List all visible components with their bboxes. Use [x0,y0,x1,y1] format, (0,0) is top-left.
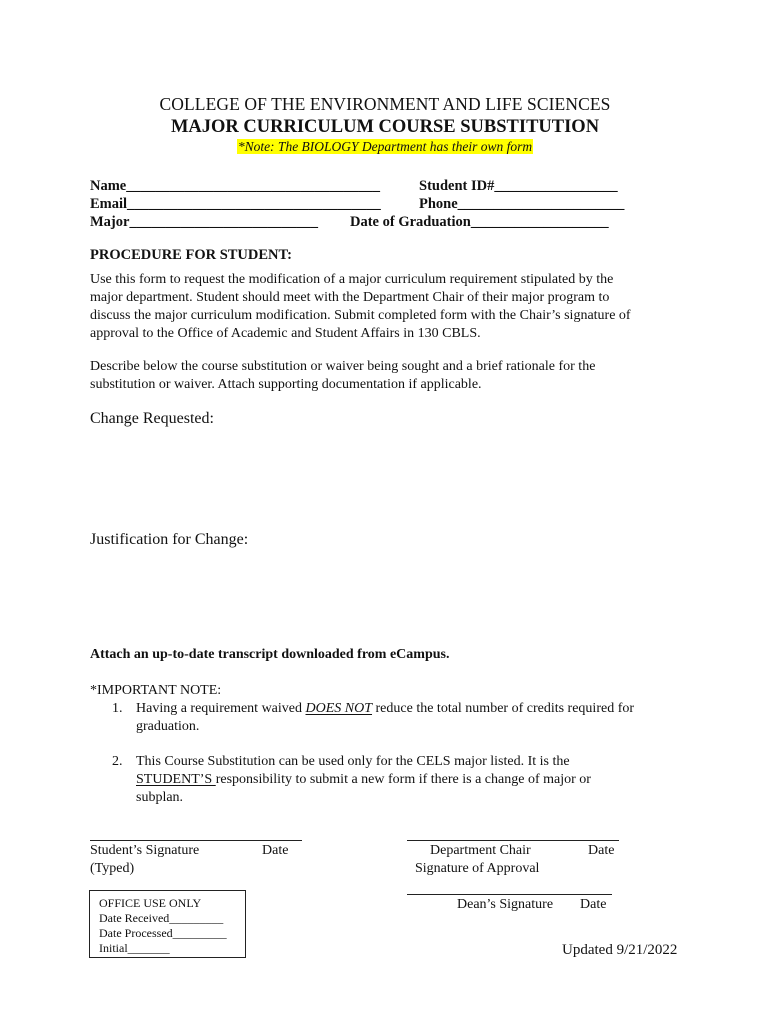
major-field[interactable]: Major__________________________ [90,214,318,230]
typed-label: (Typed) [90,861,135,876]
procedure-line: discuss the major curriculum modification. Submit completed form with the Chair’s signature of [90,308,631,323]
dean-signature-line[interactable] [407,894,612,895]
does-not-emphasis: DOES NOT [305,701,373,716]
student-signature-line[interactable] [90,840,302,841]
item-text: responsibility to submit a new form if there is a change of major or [215,772,591,787]
important-item-1 [112,700,712,740]
chair-label: Department Chair [430,843,531,858]
student-date-label: Date [262,843,289,858]
chair-date-label: Date [588,843,615,858]
phone-field[interactable]: Phone_______________________ [419,196,625,212]
biology-note [0,139,770,155]
change-requested-area[interactable] [90,432,690,527]
approval-label: Signature of Approval [415,861,540,876]
procedure-heading: PROCEDURE FOR STUDENT: [90,247,292,263]
office-use-title: OFFICE USE ONLY [99,896,202,910]
student-id-field[interactable]: Student ID#_________________ [419,178,618,194]
item-text: subplan. [136,790,184,805]
item-text: This Course Substitution can be used only for the CELS major listed. It is the [136,754,570,769]
procedure-line: Use this form to request the modification of a major curriculum requirement stipulated by the [90,272,614,287]
initial-field: Initial_______ [99,941,170,955]
procedure-text [90,271,710,343]
chair-signature-line[interactable] [407,840,619,841]
describe-line: Describe below the course substitution or waiver being sought and a brief rationale for the [90,359,596,374]
item-text: reduce the total number of credits required for [372,701,635,716]
important-note-title: *IMPORTANT NOTE: [90,683,222,698]
item-text: Having a requirement waived [136,701,306,716]
justification-area[interactable] [90,553,690,643]
date-processed-field: Date Processed_________ [99,926,227,940]
name-field[interactable]: Name___________________________________ [90,178,380,194]
justification-label: Justification for Change: [90,531,249,548]
procedure-line: major department. Student should meet with the Department Chair of their major program to [90,290,610,305]
important-item-2 [112,753,712,813]
note-highlight: *Note: The BIOLOGY Department has their own form [237,139,533,154]
form-title: MAJOR CURRICULUM COURSE SUBSTITUTION [170,117,600,137]
describe-text [90,358,710,394]
describe-line: substitution or waiver. Attach supporting documentation if applicable. [90,377,482,392]
date-received-field: Date Received_________ [99,911,224,925]
college-name: COLLEGE OF THE ENVIRONMENT AND LIFE SCIENCES [159,94,611,114]
updated-date: Updated 9/21/2022 [562,942,678,958]
office-use-box [89,890,246,958]
students-emphasis: STUDENT’S [136,772,216,787]
email-field[interactable]: Email___________________________________ [90,196,381,212]
dean-signature-label: Dean’s Signature [457,897,554,912]
item-number: 2. [112,754,123,769]
item-number: 1. [112,701,123,716]
transcript-instruction: Attach an up-to-date transcript downloaded from eCampus. [90,647,450,662]
graduation-date-field[interactable]: Date of Graduation___________________ [350,214,609,230]
procedure-line: approval to the Office of Academic and Student Affairs in 130 CBLS. [90,326,481,341]
change-requested-label: Change Requested: [90,410,214,427]
student-signature-label: Student’s Signature [90,843,200,858]
dean-date-label: Date [580,897,607,912]
item-text: graduation. [136,719,200,734]
